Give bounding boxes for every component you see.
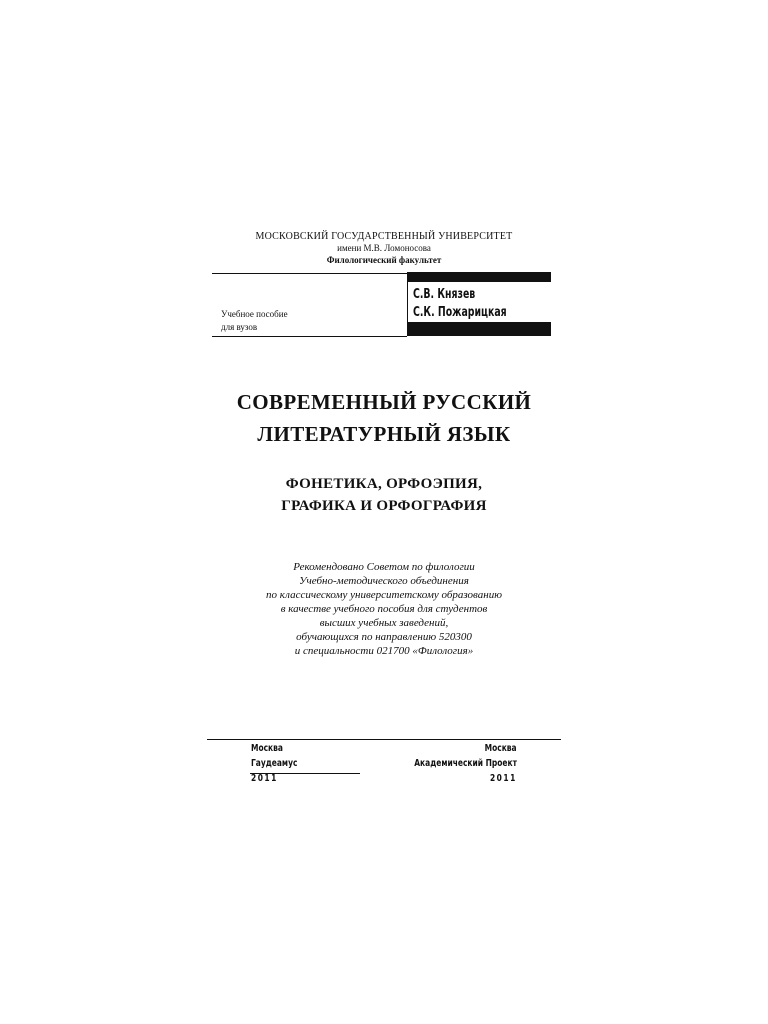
recommendation-line: и специальности 021700 «Филология» (294, 645, 474, 657)
recommendation-line: в качестве учебного пособия для студентов (280, 603, 488, 615)
textbook-note: для вузов (221, 322, 258, 332)
recommendation-line: обучающихся по направлению 520300 (296, 631, 472, 643)
author-name: С.К. Пожарицкая (413, 305, 507, 320)
publisher-city-right: Москва (485, 743, 517, 754)
footer-rule (207, 739, 561, 740)
author-block-top-rule (212, 273, 407, 274)
textbook-note: Учебное пособие (221, 309, 288, 319)
book-title: СОВРЕМЕННЫЙ РУССКИЙ (236, 390, 532, 414)
recommendation-line: Рекомендовано Советом по филологии (293, 561, 475, 573)
recommendation-line: по классическому университетскому образованию (266, 589, 502, 601)
publication-year-right: 2011 (490, 773, 517, 784)
publisher-name-right: Академический Проект (414, 758, 517, 769)
publisher-name-left: Гаудеамус (251, 758, 298, 769)
recommendation-line: Учебно-методического объединения (299, 575, 469, 587)
university-named-after: имени М.В. Ломоносова (337, 243, 431, 253)
publication-year-left: 2011 (251, 773, 278, 784)
author-block-bottom-rule (212, 336, 407, 337)
book-subtitle: ГРАФИКА И ОРФОГРАФИЯ (281, 498, 487, 514)
book-subtitle: ФОНЕТИКА, ОРФОЭПИЯ, (285, 476, 483, 492)
university-name: МОСКОВСКИЙ ГОСУДАРСТВЕННЫЙ УНИВЕРСИТЕТ (255, 231, 513, 242)
author-block-top-bar (407, 272, 551, 282)
author-name: С.В. Князев (413, 287, 476, 302)
author-block-bottom-bar (407, 322, 551, 336)
faculty-name: Филологический факультет (326, 255, 442, 265)
book-title: ЛИТЕРАТУРНЫЙ ЯЗЫК (257, 422, 511, 446)
recommendation-line: высших учебных заведений, (319, 617, 449, 629)
publisher-city-left: Москва (251, 743, 283, 754)
